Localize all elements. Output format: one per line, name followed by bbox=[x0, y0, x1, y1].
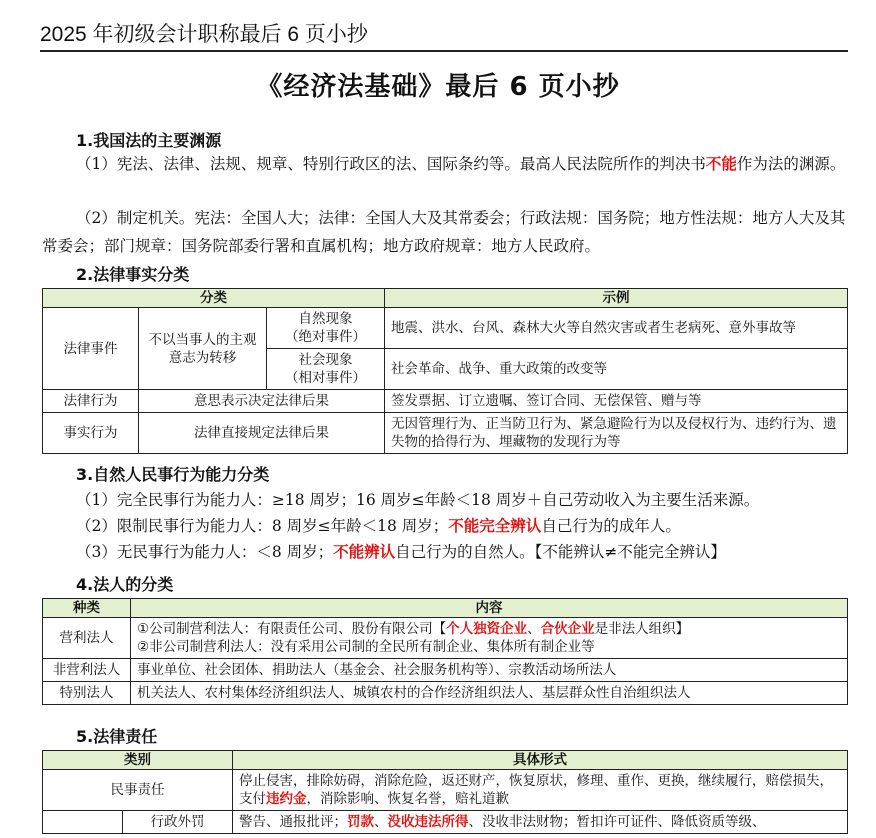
legal-act-desc: 意思表示决定法律后果 bbox=[139, 390, 385, 413]
section-2-heading: 2.法律事实分类 bbox=[76, 265, 190, 284]
section-1-heading: 1.我国法的主要渊源 bbox=[76, 131, 222, 150]
factual-act-example: 无因管理行为、正当防卫行为、紧急避险行为以及侵权行为、违约行为、遗失物的拾得行为、埋藏物的发现行为等 bbox=[385, 413, 848, 454]
legal-act-example: 签发票据、订立遗嘱、签订合同、无偿保管、赠与等 bbox=[385, 390, 848, 413]
section-5-heading: 5.法律责任 bbox=[76, 727, 158, 746]
civil-liability-content: 停止侵害，排除妨碍，消除危险，返还财产，恢复原状，修理、重作、更换，继续履行，赔偿损失，支付违约金，消除影响、恢复名誉，赔礼道歉 bbox=[233, 770, 848, 811]
admin-penalty-content: 警告、通报批评；罚款、没收违法所得、没收非法财物；暂扣许可证件、降低资质等级、 bbox=[233, 811, 848, 834]
row-profit-legal-person: 营利法人 bbox=[43, 618, 131, 659]
s1-p1-emphasis: 不能 bbox=[705, 154, 737, 173]
col-header-category: 类别 bbox=[43, 751, 233, 770]
capacity-line-1: （1）完全民事行为能力人：≥18 周岁；16 周岁≤年龄＜18 周岁＋自己劳动收入为主要生活来源。 bbox=[76, 491, 760, 509]
special-content: 机关法人、农村集体经济组织法人、城镇农村的合作经济组织法人、基层群众性自治组织法人 bbox=[131, 682, 848, 705]
row-legal-event: 法律事件 bbox=[43, 308, 139, 390]
col-header-example: 示例 bbox=[385, 289, 848, 308]
capacity-line-2-emphasis: 不能完全辨认 bbox=[448, 516, 542, 535]
legal-event-desc: 不以当事人的主观意志为转移 bbox=[139, 308, 267, 390]
document-title: 《经济法基础》最后 6 页小抄 bbox=[256, 72, 620, 102]
legal-person-table bbox=[42, 598, 848, 705]
row-nonprofit-legal-person: 非营利法人 bbox=[43, 659, 131, 682]
col-header-kind: 种类 bbox=[43, 599, 131, 618]
col-header-type: 分类 bbox=[43, 289, 385, 308]
capacity-line-2: （2）限制民事行为能力人：8 周岁≤年龄＜18 周岁；不能完全辨认自己行为的成年人。 bbox=[76, 516, 681, 535]
section-1-para-1 bbox=[42, 150, 848, 178]
row-legal-act: 法律行为 bbox=[43, 390, 139, 413]
sole-proprietorship-emphasis: 个人独资企业 bbox=[446, 621, 528, 637]
s1-p1-text-b: 作为法的渊源。 bbox=[736, 155, 846, 173]
natural-example: 地震、洪水、台风、森林大火等自然灾害或者生老病死、意外事故等 bbox=[385, 308, 848, 349]
factual-act-desc: 法律直接规定法律后果 bbox=[139, 413, 385, 454]
legal-facts-table bbox=[42, 288, 848, 454]
row-factual-act: 事实行为 bbox=[43, 413, 139, 454]
row-civil-liability: 民事责任 bbox=[43, 770, 233, 811]
capacity-line-3-emphasis: 不能辨认 bbox=[333, 542, 396, 561]
header-divider bbox=[40, 50, 848, 52]
row-admin-blank bbox=[43, 811, 123, 834]
natural-phenomenon: 自然现象 （绝对事件） bbox=[267, 308, 385, 349]
profit-legal-person-content: ①公司制营利法人：有限责任公司、股份有限公司【个人独资企业、合伙企业是非法人组织】 ②非公司制营利法人：没有采用公司制的全民所有制企业、集体所有制企业等 bbox=[131, 618, 848, 659]
section-1-para-2: （2）制定机关。宪法：全国人大；法律：全国人大及其常委会；行政法规：国务院；地方性法规：地方人大及其常委会；部门规章：国务院部委行署和直属机构；地方政府规章：地方人民政府。 bbox=[42, 209, 846, 255]
legal-liability-table bbox=[42, 750, 848, 834]
col-header-form: 具体形式 bbox=[233, 751, 848, 770]
social-phenomenon: 社会现象 （相对事件） bbox=[267, 349, 385, 390]
row-special-legal-person: 特别法人 bbox=[43, 682, 131, 705]
section-4-heading: 4.法人的分类 bbox=[76, 575, 174, 594]
col-header-content: 内容 bbox=[131, 599, 848, 618]
capacity-line-3: （3）无民事行为能力人：＜8 周岁；不能辨认自己行为的自然人。【不能辨认≠不能完全辨认】 bbox=[76, 542, 726, 561]
row-admin-penalty: 行政外罚 bbox=[123, 811, 233, 834]
section-3-heading: 3.自然人民事行为能力分类 bbox=[76, 465, 270, 484]
fine-emphasis: 罚款 bbox=[347, 814, 374, 830]
social-example: 社会革命、战争、重大政策的改变等 bbox=[385, 349, 848, 390]
partnership-emphasis: 合伙企业 bbox=[540, 621, 595, 637]
penalty-emphasis: 违约金 bbox=[266, 791, 307, 807]
nonprofit-content: 事业单位、社会团体、捐助法人（基金会、社会服务机构等）、宗教活动场所法人 bbox=[131, 659, 848, 682]
confiscation-emphasis: 没收违法所得 bbox=[387, 814, 469, 830]
header-title: 2025 年初级会计职称最后 6 页小抄 bbox=[40, 23, 368, 46]
s1-p1-text-a: （1）宪法、法律、法规、规章、特别行政区的法、国际条约等。最高人民法院所作的判决书 bbox=[76, 155, 706, 173]
